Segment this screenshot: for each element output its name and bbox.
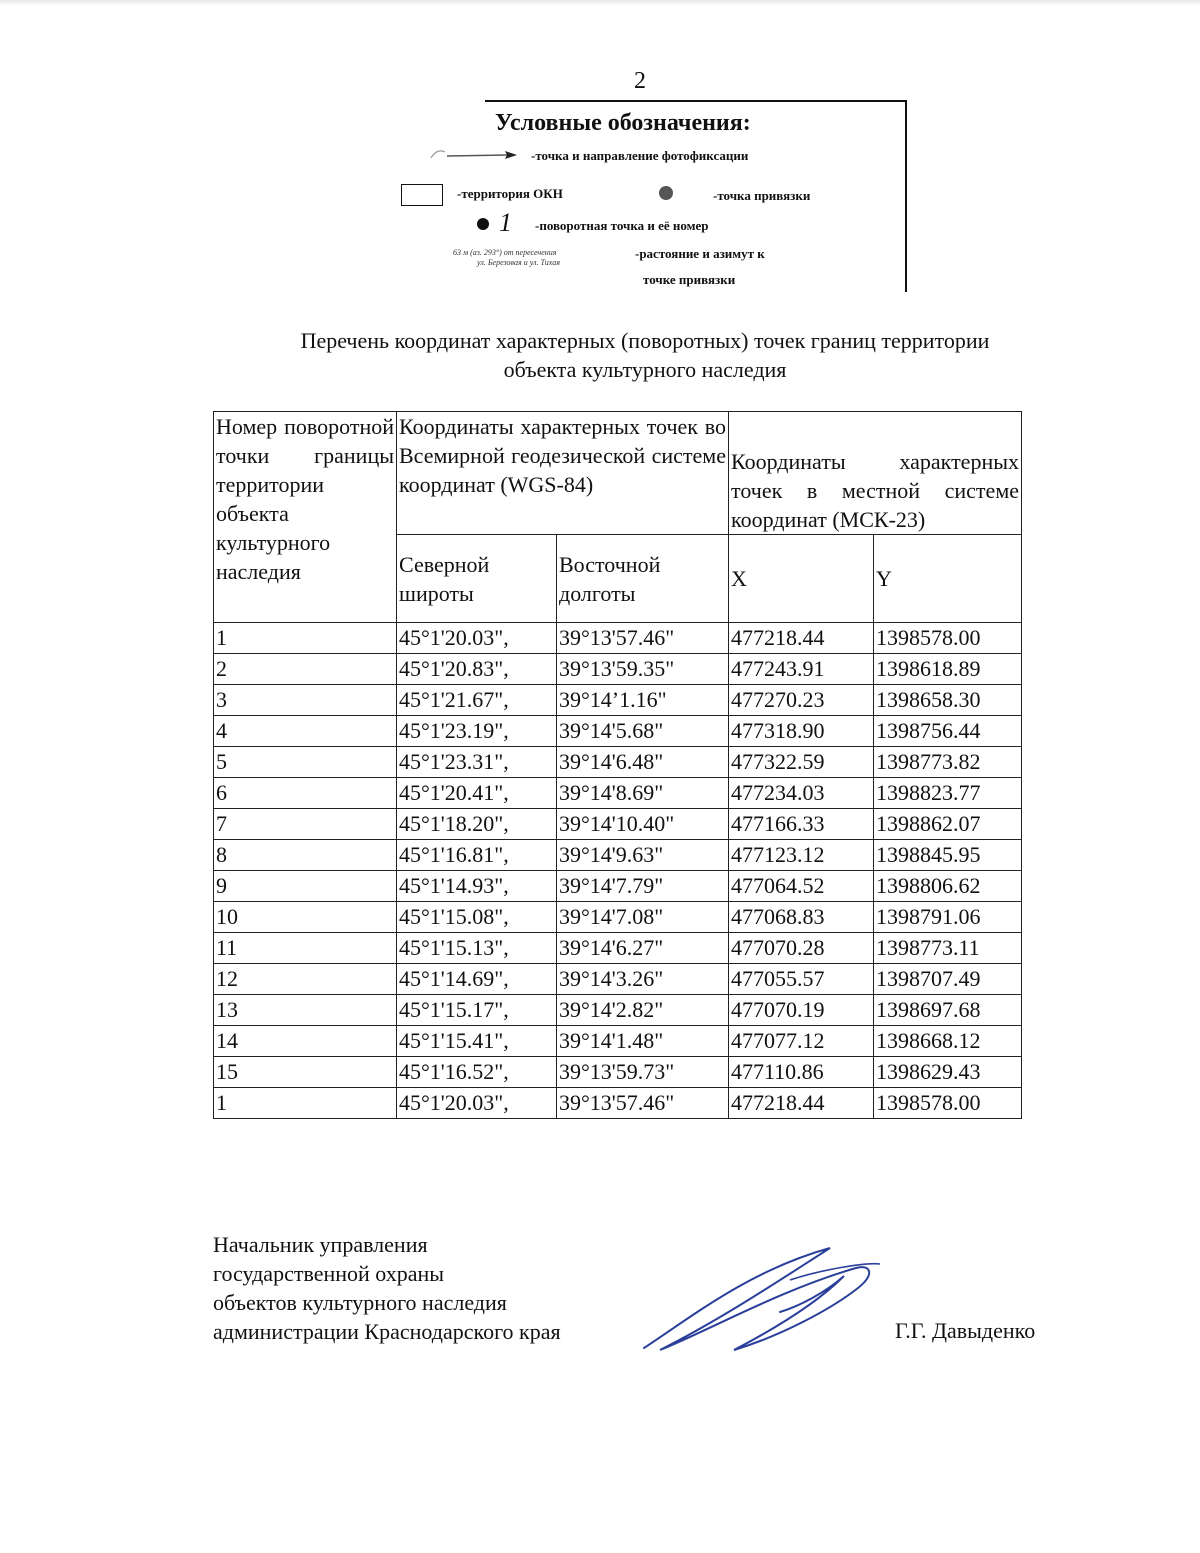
cell-latitude: 45°1'15.41", <box>397 1026 557 1057</box>
cell-latitude: 45°1'15.17", <box>397 995 557 1026</box>
cell-longitude: 39°14'3.26" <box>557 964 729 995</box>
header-y: Y <box>874 535 1022 623</box>
cell-x: 477218.44 <box>729 623 874 654</box>
position-line-2: государственной охраны <box>213 1261 445 1286</box>
table-row <box>214 778 1022 809</box>
cell-point-number: 6 <box>214 778 397 809</box>
table-heading <box>200 326 1090 384</box>
header-latitude: Северной широты <box>397 535 557 623</box>
cell-latitude: 45°1'16.81", <box>397 840 557 871</box>
cell-point-number: 11 <box>214 933 397 964</box>
legend-border-right <box>905 100 907 292</box>
table-row <box>214 840 1022 871</box>
header-msk23: Координаты характерных точек в местной системе координат (МСК-23) <box>729 412 1022 535</box>
position-line-3: объектов культурного наследия <box>213 1290 507 1315</box>
coordinates-table <box>213 411 1022 1119</box>
cell-y: 1398618.89 <box>874 654 1022 685</box>
table-row <box>214 654 1022 685</box>
cell-x: 477234.03 <box>729 778 874 809</box>
cell-y: 1398658.30 <box>874 685 1022 716</box>
heading-line-2: объекта культурного наследия <box>503 357 787 382</box>
legend-distance-azimuth-1: -растояние и азимут к <box>635 246 765 261</box>
cell-x: 477123.12 <box>729 840 874 871</box>
cell-point-number: 13 <box>214 995 397 1026</box>
cell-longitude: 39°13'59.35" <box>557 654 729 685</box>
cell-x: 477064.52 <box>729 871 874 902</box>
cell-latitude: 45°1'14.69", <box>397 964 557 995</box>
cell-point-number: 4 <box>214 716 397 747</box>
cell-x: 477166.33 <box>729 809 874 840</box>
cell-longitude: 39°14'9.63" <box>557 840 729 871</box>
cell-longitude: 39°14'7.08" <box>557 902 729 933</box>
turning-point-icon <box>477 218 489 230</box>
legend-border-top <box>485 100 907 102</box>
legend-reference-point: -точка привязки <box>713 188 811 203</box>
cell-latitude: 45°1'20.03", <box>397 623 557 654</box>
cell-point-number: 15 <box>214 1057 397 1088</box>
cell-y: 1398668.12 <box>874 1026 1022 1057</box>
legend-okn-territory: -территория ОКН <box>457 186 563 201</box>
cell-latitude: 45°1'15.13", <box>397 933 557 964</box>
cell-y: 1398756.44 <box>874 716 1022 747</box>
table-row <box>214 747 1022 778</box>
cell-latitude: 45°1'16.52", <box>397 1057 557 1088</box>
cell-longitude: 39°14'10.40" <box>557 809 729 840</box>
scan-edge <box>0 0 1200 6</box>
legend-photo-point: -точка и направление фотофиксации <box>531 148 749 163</box>
cell-y: 1398845.95 <box>874 840 1022 871</box>
cell-x: 477068.83 <box>729 902 874 933</box>
legend-distance-azimuth-2: точке привязки <box>643 272 736 287</box>
cell-point-number: 14 <box>214 1026 397 1057</box>
cell-x: 477070.28 <box>729 933 874 964</box>
signatory-position <box>213 1230 561 1346</box>
cell-longitude: 39°13'59.73" <box>557 1057 729 1088</box>
table-row <box>214 1088 1022 1119</box>
cell-point-number: 2 <box>214 654 397 685</box>
cell-x: 477070.19 <box>729 995 874 1026</box>
cell-point-number: 10 <box>214 902 397 933</box>
cell-y: 1398806.62 <box>874 871 1022 902</box>
cell-latitude: 45°1'15.08", <box>397 902 557 933</box>
cell-latitude: 45°1'20.03", <box>397 1088 557 1119</box>
cell-latitude: 45°1'18.20", <box>397 809 557 840</box>
cell-point-number: 1 <box>214 623 397 654</box>
legend-distance-sample-2: ул. Березовая и ул. Тихая <box>477 258 560 267</box>
cell-point-number: 7 <box>214 809 397 840</box>
cell-x: 477270.23 <box>729 685 874 716</box>
legend-turning-point: -поворотная точка и её номер <box>535 218 709 233</box>
cell-longitude: 39°14'5.68" <box>557 716 729 747</box>
cell-y: 1398578.00 <box>874 623 1022 654</box>
cell-y: 1398578.00 <box>874 1088 1022 1119</box>
cell-latitude: 45°1'23.19", <box>397 716 557 747</box>
cell-point-number: 9 <box>214 871 397 902</box>
cell-y: 1398629.43 <box>874 1057 1022 1088</box>
turning-point-number: 1 <box>499 208 512 237</box>
cell-x: 477218.44 <box>729 1088 874 1119</box>
table-row <box>214 809 1022 840</box>
cell-x: 477055.57 <box>729 964 874 995</box>
header-point-number: Номер поворотной точки границы территории объекта культурного наследия <box>214 412 397 623</box>
cell-point-number: 1 <box>214 1088 397 1119</box>
cell-longitude: 39°14'1.48" <box>557 1026 729 1057</box>
legend <box>395 100 907 292</box>
cell-longitude: 39°14'6.27" <box>557 933 729 964</box>
cell-x: 477322.59 <box>729 747 874 778</box>
cell-y: 1398862.07 <box>874 809 1022 840</box>
position-line-1: Начальник управления <box>213 1232 428 1257</box>
header-wgs84: Координаты характерных точек во Всемирной геодезической системе координат (WGS-84) <box>397 412 729 535</box>
cell-latitude: 45°1'21.67", <box>397 685 557 716</box>
cell-x: 477110.86 <box>729 1057 874 1088</box>
cell-y: 1398791.06 <box>874 902 1022 933</box>
table-row <box>214 995 1022 1026</box>
legend-distance-sample-1: 63 м (аз. 293°) от пересечения <box>453 248 557 257</box>
heading-line-1: Перечень координат характерных (поворотных) точек границ территории <box>300 328 990 353</box>
cell-longitude: 39°14'7.79" <box>557 871 729 902</box>
table-row <box>214 1026 1022 1057</box>
cell-x: 477077.12 <box>729 1026 874 1057</box>
cell-longitude: 39°14’1.16" <box>557 685 729 716</box>
table-row <box>214 871 1022 902</box>
cell-point-number: 3 <box>214 685 397 716</box>
cell-x: 477318.90 <box>729 716 874 747</box>
cell-latitude: 45°1'14.93", <box>397 871 557 902</box>
cell-longitude: 39°14'6.48" <box>557 747 729 778</box>
table-row <box>214 902 1022 933</box>
cell-y: 1398823.77 <box>874 778 1022 809</box>
table-row <box>214 716 1022 747</box>
table-row <box>214 933 1022 964</box>
cell-point-number: 5 <box>214 747 397 778</box>
table-row <box>214 685 1022 716</box>
cell-y: 1398773.82 <box>874 747 1022 778</box>
cell-y: 1398707.49 <box>874 964 1022 995</box>
table-row <box>214 623 1022 654</box>
signatory-name: Г.Г. Давыденко <box>895 1318 1036 1343</box>
cell-latitude: 45°1'23.31", <box>397 747 557 778</box>
okn-territory-icon <box>401 184 443 206</box>
position-line-4: администрации Краснодарского края <box>213 1319 561 1344</box>
cell-x: 477243.91 <box>729 654 874 685</box>
cell-latitude: 45°1'20.41", <box>397 778 557 809</box>
page-number: 2 <box>634 68 646 94</box>
header-x: X <box>729 535 874 623</box>
cell-y: 1398697.68 <box>874 995 1022 1026</box>
legend-title: Условные обозначения: <box>495 110 751 136</box>
cell-point-number: 8 <box>214 840 397 871</box>
reference-point-icon <box>659 186 673 200</box>
table-row <box>214 1057 1022 1088</box>
cell-latitude: 45°1'20.83", <box>397 654 557 685</box>
header-longitude: Восточной долготы <box>557 535 729 623</box>
cell-longitude: 39°14'8.69" <box>557 778 729 809</box>
cell-y: 1398773.11 <box>874 933 1022 964</box>
cell-point-number: 12 <box>214 964 397 995</box>
cell-longitude: 39°13'57.46" <box>557 1088 729 1119</box>
cell-longitude: 39°13'57.46" <box>557 623 729 654</box>
cell-longitude: 39°14'2.82" <box>557 995 729 1026</box>
photo-direction-arrow-icon <box>427 144 519 164</box>
table-row <box>214 964 1022 995</box>
handwritten-signature <box>630 1240 890 1370</box>
